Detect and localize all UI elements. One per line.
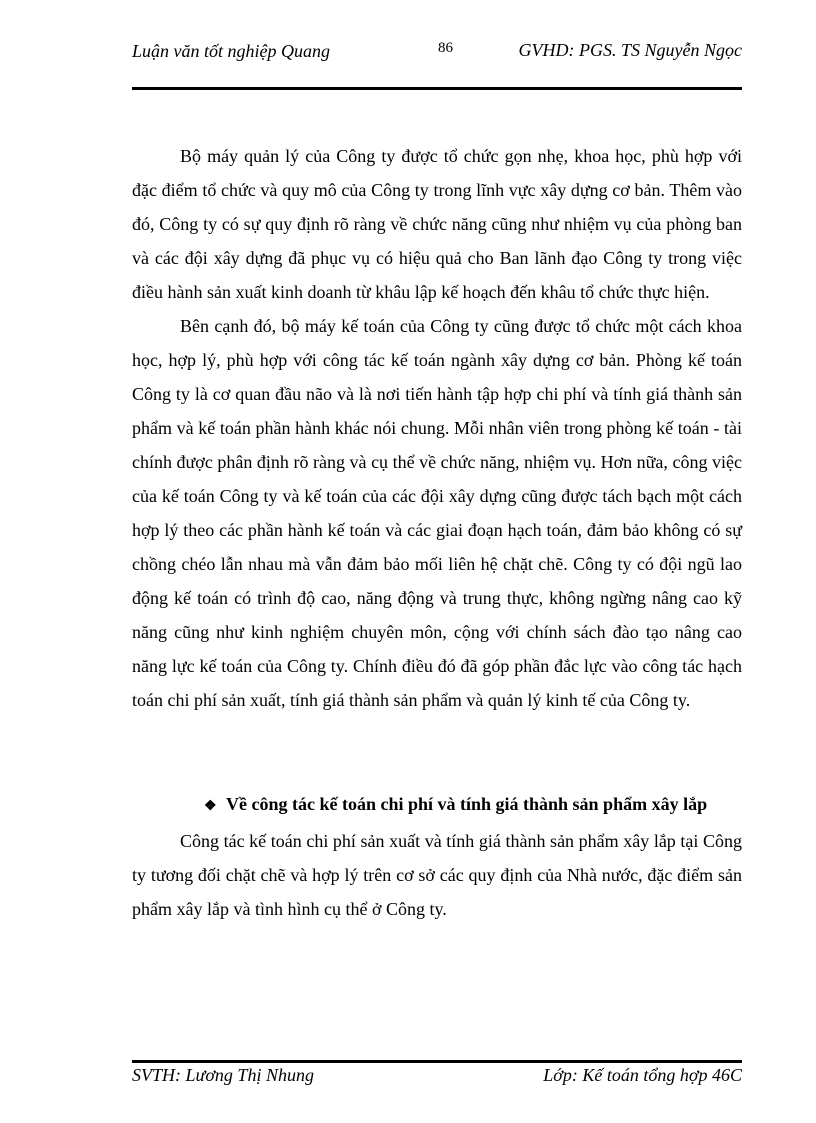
page-number: 86 [438, 40, 453, 56]
paragraph-2: Bên cạnh đó, bộ máy kế toán của Công ty cũng được tổ chức một cách khoa học, hợp lý, phù hợp với công tác kế toán ngành xây dựng cơ bản. Phòng kế toán Công ty là cơ quan đầu não và là nơi tiến hành tập hợp chi phí và tính giá thành sản phẩm và kế toán phần hành khác nói chung. Mỗi nhân viên trong phòng kế toán - tài chính được phân định rõ ràng và cụ thể về chức năng, nhiệm vụ. Hơn nữa, công việc của kế toán Công ty và kế toán của các đội xây dựng cũng được tách bạch một cách hợp lý theo các phần hành kế toán và các giai đoạn hạch toán, đảm bảo không có sự chồng chéo lẫn nhau mà vẫn đảm bảo mối liên hệ chặt chẽ. Công ty có đội ngũ lao động kế toán có trình độ cao, năng động và trung thực, không ngừng nâng cao kỹ năng cũng như kinh nghiệm chuyên môn, cộng với chính sách đào tạo nâng cao năng lực kế toán của Công ty. Chính điều đó đã góp phần đắc lực vào công tác hạch toán chi phí sản xuất, tính giá thành sản phẩm và quản lý kinh tế của Công ty. [132, 316, 742, 710]
section-heading-text: Về công tác kế toán chi phí và tính giá thành sản phẩm xây lắp [226, 794, 708, 814]
footer-class: Lớp: Kế toán tổng hợp 46C [543, 1065, 742, 1085]
diamond-bullet-icon: ❖ [204, 799, 217, 814]
header-supervisor: GVHD: PGS. TS Nguyễn Ngọc [518, 40, 742, 60]
header-divider [132, 87, 742, 90]
header-thesis-title: Luận văn tốt nghiệp Quang [132, 41, 330, 61]
footer-divider [132, 1060, 742, 1063]
paragraph-3: Công tác kế toán chi phí sản xuất và tính giá thành sản phẩm xây lắp tại Công ty tương đối chặt chẽ và hợp lý trên cơ sở các quy định của Nhà nước, đặc điểm sản phẩm xây lắp và tình hình cụ thể ở Công ty. [132, 831, 742, 919]
section-heading [132, 787, 742, 824]
paragraph-1: Bộ máy quản lý của Công ty được tổ chức gọn nhẹ, khoa học, phù hợp với đặc điểm tổ chức và quy mô của Công ty trong lĩnh vực xây dựng cơ bản. Thêm vào đó, Công ty có sự quy định rõ ràng về chức năng cũng như nhiệm vụ của phòng ban và các đội xây dựng đã phục vụ có hiệu quả cho Ban lãnh đạo Công ty trong việc điều hành sản xuất kinh doanh từ khâu lập kế hoạch đến khâu tổ chức thực hiện. [132, 146, 742, 302]
page-header [132, 40, 742, 86]
footer-student: SVTH: Lương Thị Nhung [132, 1065, 314, 1085]
page-body [132, 139, 742, 926]
